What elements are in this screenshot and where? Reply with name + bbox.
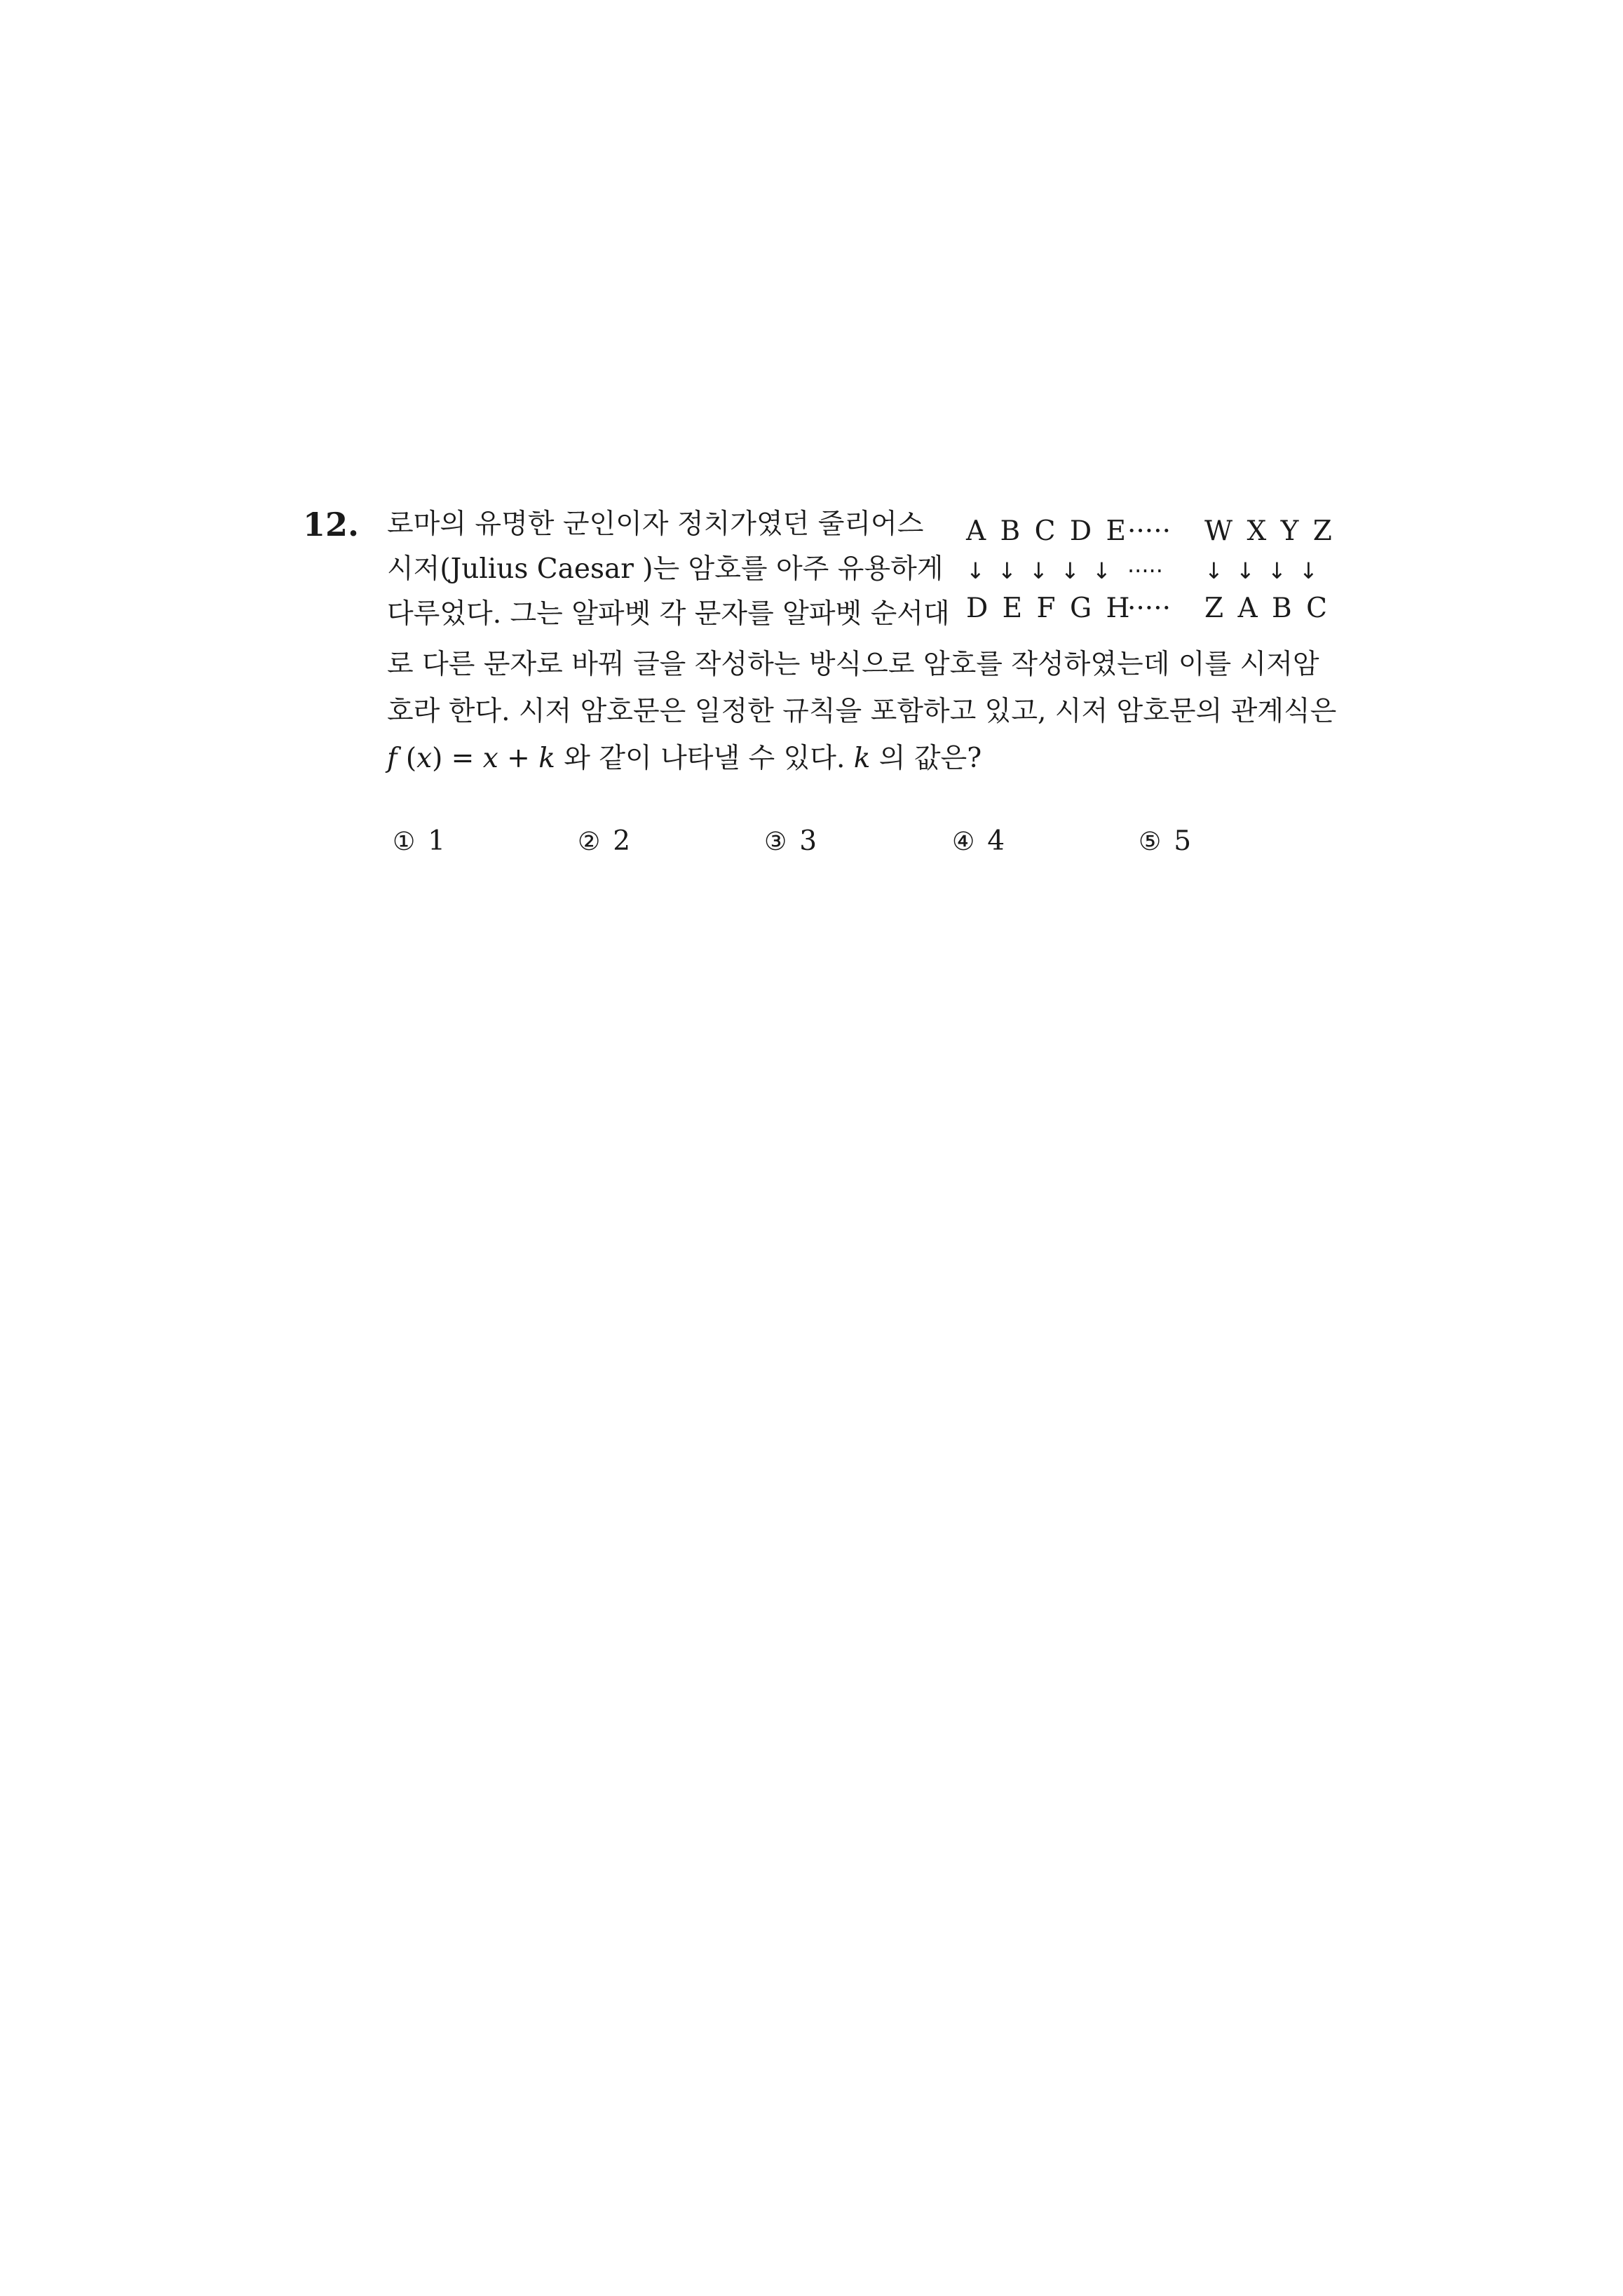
formula-k: k [538, 743, 555, 774]
cipher-plain-left: A B C D E [966, 515, 1129, 547]
formula-after-text: 와 같이 나타낼 수 있다. [555, 743, 854, 774]
choice-1-value: 1 [428, 825, 446, 857]
formula-paren-open: ( [397, 743, 417, 774]
question-text-line-1: 로마의 유명한 군인이자 정치가였던 줄리어스 [387, 508, 924, 540]
choice-3-value: 3 [799, 825, 817, 857]
formula-paren-close: ) [432, 743, 443, 774]
cipher-dots-row-2: ····· [1127, 558, 1163, 584]
formula-x-rhs: x [482, 743, 498, 774]
question-number: 12. [303, 506, 360, 543]
choice-5-mark: ⑤ [1139, 828, 1162, 856]
formula-equals: = [442, 743, 483, 774]
cipher-arrows-left: ↓ ↓ ↓ ↓ ↓ [966, 558, 1114, 584]
formula-k-ask: k [853, 743, 871, 774]
choice-3[interactable] [764, 821, 817, 863]
cipher-text-left: D E F G H [966, 593, 1133, 624]
choice-1-mark: ① [393, 828, 416, 856]
question-text-line-3: 다루었다. 그는 알파벳 각 문자를 알파벳 순서대 [387, 598, 950, 630]
formula-question-tail: 의 값은? [870, 743, 982, 774]
cipher-dots-row-1: ····· [1127, 515, 1171, 547]
choice-2-value: 2 [613, 825, 631, 857]
formula-plus: + [498, 743, 539, 774]
choice-2-mark: ② [578, 828, 601, 856]
choice-4-mark: ④ [952, 828, 975, 856]
question-text-line-2: 시저(Julius Caesar )는 암호를 아주 유용하게 [387, 553, 944, 585]
choice-4-value: 4 [987, 825, 1005, 857]
question-text-line-4: 로 다른 문자로 바꿔 글을 작성하는 방식으로 암호를 작성하였는데 이를 시저암 [387, 649, 1319, 680]
choice-4[interactable] [952, 821, 1005, 863]
cipher-plain-right: W X Y Z [1204, 515, 1335, 547]
formula-x: x [416, 743, 433, 774]
cipher-text-right: Z A B C [1204, 593, 1330, 624]
formula-f: f [387, 743, 398, 774]
cipher-arrows-right: ↓ ↓ ↓ ↓ [1204, 558, 1321, 584]
choice-1[interactable] [393, 821, 445, 863]
choice-2[interactable] [578, 821, 630, 863]
choice-5-value: 5 [1174, 825, 1192, 857]
cipher-dots-row-3: ····· [1127, 593, 1171, 624]
choice-5[interactable] [1139, 821, 1191, 863]
question-text-line-5: 호라 한다. 시저 암호문은 일정한 규칙을 포함하고 있고, 시저 암호문의 관계식은 [387, 696, 1337, 727]
choice-3-mark: ③ [764, 828, 787, 856]
question-formula-line [387, 738, 982, 780]
